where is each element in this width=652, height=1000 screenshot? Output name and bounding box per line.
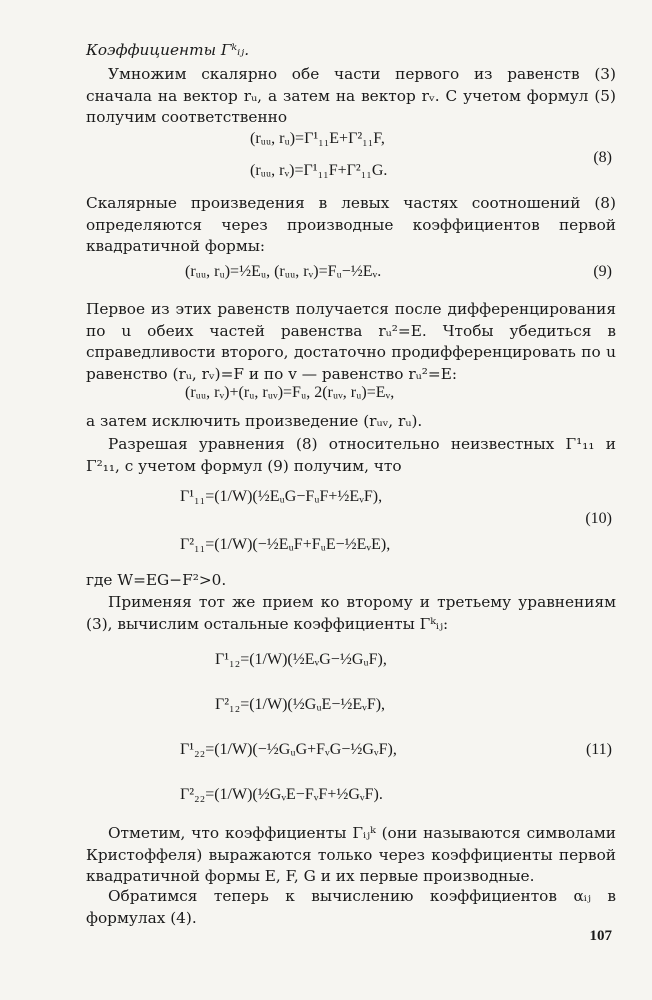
paragraph-4: а затем исключить произведение (rᵤᵥ, rᵤ).: [86, 412, 423, 430]
paragraph-1: Умножим скалярно обе части первого из равенств (3) сначала на вектор rᵤ, а затем на вектор rᵥ. С учетом формул (5) получим соответственно: [86, 65, 616, 126]
equation-11c: Γ¹₂₂=(1/W)(−½GᵤG+FᵥG−½GᵥF),: [180, 741, 397, 758]
paragraph-6: где W=EG−F²>0.: [86, 571, 227, 589]
equation-9: (rᵤᵤ, rᵤ)=½Eᵤ, (rᵤᵤ, rᵥ)=Fᵤ−½Eᵥ.: [185, 263, 382, 280]
equation-11b: Γ²₁₂=(1/W)(½GᵤE−½EᵥF),: [215, 696, 386, 713]
section-heading: Коэффициенты Γᵏᵢⱼ.: [86, 41, 250, 59]
equation-number-8: (8): [593, 149, 612, 166]
equation-11d: Γ²₂₂=(1/W)(½GᵥE−FᵥF+½GᵥF).: [180, 786, 383, 803]
equation-8b: (rᵤᵤ, rᵥ)=Γ¹₁₁F+Γ²₁₁G.: [250, 162, 388, 179]
equation-8a: (rᵤᵤ, rᵤ)=Γ¹₁₁E+Γ²₁₁F,: [250, 130, 385, 147]
equation-intermediate: (rᵤᵤ, rᵥ)+(rᵤ, rᵤᵥ)=Fᵤ, 2(rᵤᵥ, rᵤ)=Eᵥ,: [185, 384, 395, 401]
paragraph-8: Отметим, что коэффициенты Γᵢⱼᵏ (они называются символами Кристоффеля) выражаются только через коэффициенты первой квадратичной формы E, F, G и их первые производные.: [86, 824, 616, 885]
paragraph-3: Первое из этих равенств получается после дифференцирования по u обеих частей равенства rᵤ²=E. Чтобы убедиться в справедливости второго, достаточно продифференцировать по u равенство (rᵤ, rᵥ)=F и по v — равенство rᵤ²=E:: [86, 300, 616, 383]
equation-11a: Γ¹₁₂=(1/W)(½EᵥG−½GᵤF),: [215, 651, 387, 668]
equation-number-11: (11): [585, 741, 612, 758]
paragraph-7: Применяя тот же прием ко второму и третьему уравнениям (3), вычислим остальные коэффициенты Γᵏᵢⱼ:: [86, 593, 616, 633]
paragraph-5: Разрешая уравнения (8) относительно неизвестных Γ¹₁₁ и Γ²₁₁, с учетом формул (9) получим, что: [86, 435, 616, 475]
equation-number-10: (10): [585, 510, 612, 527]
paragraph-2: Скалярные произведения в левых частях соотношений (8) определяются через производные коэффициентов первой квадратичной формы:: [86, 194, 616, 255]
equation-number-9: (9): [593, 263, 612, 280]
paragraph-9: Обратимся теперь к вычислению коэффициентов αᵢⱼ в формулах (4).: [86, 887, 616, 927]
page-number: 107: [589, 928, 612, 944]
equation-10a: Γ¹₁₁=(1/W)(½EᵤG−FᵤF+½EᵥF),: [180, 488, 383, 505]
equation-10b: Γ²₁₁=(1/W)(−½EᵤF+FᵤE−½EᵥE),: [180, 536, 391, 553]
